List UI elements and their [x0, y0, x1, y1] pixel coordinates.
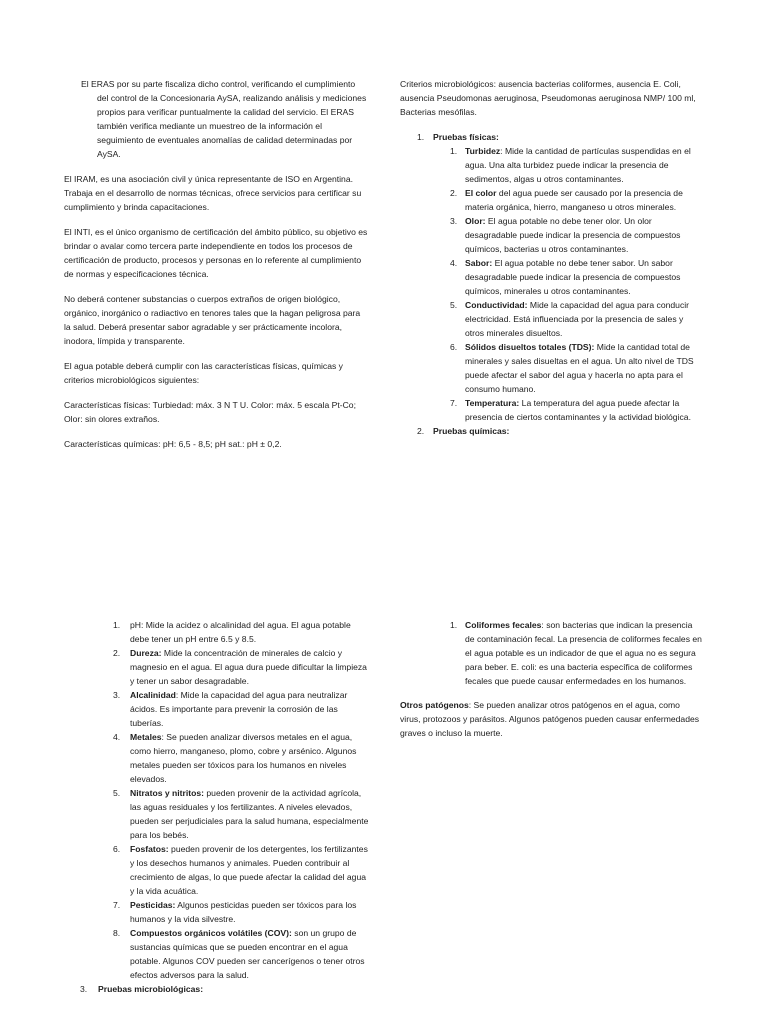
list-item: [80, 926, 370, 982]
item-term: Metales: [130, 732, 162, 742]
list-item: [400, 256, 702, 298]
paragraph-requirements: No deberá contener substancias o cuerpos extraños de origen biológico, orgánico, inorgánico o radiactivo en tenores tales que la hagan peligrosa para la salud. Deberá presentar sabor agradable y ser prácticamente incolora, inodora, límpida y transparente.: [64, 294, 361, 346]
list-item-fecal-coliforms: [400, 618, 702, 688]
paragraph-inti: El INTI, es el único organismo de certificación del ámbito público, su objetivo es brindar o avalar como tercera parte independiente en todos los procesos de certificación de producto, procesos y personas en lo referente al cumplimiento de normas y especificaciones técnica.: [64, 227, 368, 279]
section-title: Pruebas químicas:: [433, 426, 510, 436]
item-term: El color: [465, 188, 497, 198]
list-number: 6.: [450, 342, 458, 352]
paragraph-physical-characteristics: Características físicas: Turbiedad: máx. 3 N T U. Color: máx. 5 escala Pt-Co; Olor: sin olores extraños.: [64, 400, 356, 424]
item-term: Dureza:: [130, 648, 162, 658]
item-term: Compuestos orgánicos volátiles (COV):: [130, 928, 292, 938]
item-text: : Se pueden analizar otros patógenos en el agua, como virus, protozoos y parásitos. Algunos patógenos pueden causar enfermedades graves o incluso la muerte.: [400, 700, 700, 738]
list-number: 5.: [113, 788, 121, 798]
section-title: Pruebas microbiológicas:: [98, 984, 204, 994]
section-physical-tests: [400, 130, 702, 144]
item-term: Nitratos y nitritos:: [130, 788, 205, 798]
item-term: Conductividad:: [465, 300, 528, 310]
item-text: El agua potable no debe tener olor. Un olor desagradable puede indicar la presencia de compuestos químicos, bacterias u otros contaminantes.: [465, 216, 681, 254]
list-number: 5.: [450, 300, 458, 310]
section-title: Pruebas físicas:: [433, 132, 499, 142]
list-number: 4.: [113, 732, 121, 742]
list-number: 7.: [113, 900, 121, 910]
item-term: Sabor:: [465, 258, 493, 268]
list-number: 2.: [450, 188, 458, 198]
paragraph-microbiological-criteria: Criterios microbiológicos: ausencia bacterias coliformes, ausencia E. Coli, ausencia Pseudomonas aeruginosa, Pseudomonas aeruginosa NMP/ 100 ml, Bacterias mesófilas.: [400, 79, 696, 117]
paragraph-iram: El IRAM, es una asociación civil y única representante de ISO en Argentina. Trabaja en el desarrollo de normas técnicas, ofrece servicios para certificar su cumplimiento y brinda capacitaciones.: [64, 174, 362, 212]
item-term: Coliformes fecales: [465, 620, 542, 630]
item-text: El agua potable no debe tener sabor. Un sabor desagradable puede indicar la presencia de compuestos químicos, minerales u otros contaminantes.: [465, 258, 681, 296]
bottom-right-column: [400, 618, 702, 740]
list-item: [80, 618, 370, 646]
item-text: : Mide la capacidad del agua para neutralizar ácidos. Es importante para prevenir la corrosión de las tuberías.: [130, 690, 348, 728]
list-number: 7.: [450, 398, 458, 408]
list-item: [400, 214, 702, 256]
list-item: [80, 688, 370, 730]
list-item: [400, 396, 702, 424]
item-text: son un grupo de sustancias químicas que se pueden encontrar en el agua potable. Algunos COV pueden ser cancerígenos o tener otros efectos adversos para la salud.: [130, 928, 365, 980]
paragraph-chemical-characteristics: Características químicas: pH: 6,5 - 8,5; pH sat.: pH ± 0,2.: [64, 439, 282, 449]
item-term: Otros patógenos: [400, 700, 469, 710]
item-text: : Mide la cantidad de partículas suspendidas en el agua. Una alta turbidez puede indicar la presencia de sedimentos, algas u otros contaminantes.: [465, 146, 691, 184]
list-number: 2.: [417, 426, 425, 436]
item-term: Fosfatos:: [130, 844, 169, 854]
item-term: Turbidez: [465, 146, 501, 156]
item-text: Mide la concentración de minerales de calcio y magnesio en el agua. El agua dura puede dificultar la limpieza y tener un sabor desagradable.: [130, 648, 367, 686]
item-text: Algunos pesticidas pueden ser tóxicos para los humanos y la vida silvestre.: [130, 900, 357, 924]
list-item: [400, 186, 702, 214]
top-left-column: [64, 77, 369, 462]
item-term: Alcalinidad: [130, 690, 176, 700]
item-text: pH: Mide la acidez o alcalinidad del agua. El agua potable debe tener un pH entre 6.5 y 8.5.: [130, 620, 351, 644]
list-item: [80, 786, 370, 842]
list-number: 4.: [450, 258, 458, 268]
list-number: 3.: [450, 216, 458, 226]
list-item: [80, 898, 370, 926]
list-item: [80, 646, 370, 688]
top-right-column: [400, 77, 702, 438]
paragraph-eras: El ERAS por su parte fiscaliza dicho control, verificando el cumplimiento del control de la Concesionaria AySA, realizando análisis y mediciones propios para verificar puntualmente la calidad del servicio. El ERAS también verifica mediante un muestreo de la información el seguimiento de eventuales anomalías de calidad determinadas por AySA.: [81, 79, 367, 159]
list-number: 1.: [417, 132, 425, 142]
item-text: : son bacterias que indican la presencia de contaminación fecal. La presencia de coliformes fecales en el agua potable es un indicador de que el agua no es segura para beber. E. coli: es una bacteria específica de coliformes fecales que puede causar enfermedades en los humanos.: [465, 620, 702, 686]
item-text: : Se pueden analizar diversos metales en el agua, como hierro, manganeso, plomo, cobre y arsénico. Algunos metales pueden ser tóxicos para los humanos en niveles elevados.: [130, 732, 357, 784]
list-number: 6.: [113, 844, 121, 854]
item-term: Olor:: [465, 216, 486, 226]
item-term: Temperatura:: [465, 398, 520, 408]
item-term: Sólidos disueltos totales (TDS):: [465, 342, 595, 352]
item-text: La temperatura del agua puede afectar la presencia de ciertos contaminantes y la actividad biológica.: [465, 398, 691, 422]
list-number: 2.: [113, 648, 121, 658]
bottom-left-column: [80, 618, 370, 996]
list-number: 1.: [450, 146, 458, 156]
list-number: 1.: [113, 620, 121, 630]
paragraph-other-pathogens: [400, 698, 702, 740]
section-microbiological-tests: [80, 982, 370, 996]
item-text: pueden provenir de los detergentes, los fertilizantes y los desechos humanos y animales. Pueden contribuir al crecimiento de algas, lo que puede afectar la calidad del agua y la vida acuática.: [130, 844, 368, 896]
list-number: 8.: [113, 928, 121, 938]
item-text: pueden provenir de la actividad agrícola, las aguas residuales y los fertilizantes. A niveles elevados, pueden ser perjudiciales para la salud humana, especialmente para los bebés.: [130, 788, 369, 840]
list-item: [400, 340, 702, 396]
section-chemical-tests: [400, 424, 702, 438]
list-number: 1.: [450, 620, 458, 630]
list-item: [80, 842, 370, 898]
paragraph-characteristics-intro: El agua potable deberá cumplir con las características físicas, químicas y criterios microbiológicos siguientes:: [64, 361, 343, 385]
item-text: Mide la cantidad total de minerales y sales disueltas en el agua. Un alto nivel de TDS puede afectar el sabor del agua y hacerla no apta para el consumo humano.: [465, 342, 694, 394]
item-text: Mide la capacidad del agua para conducir electricidad. Está influenciada por la presencia de sales y otros minerales disueltos.: [465, 300, 690, 338]
item-term: Pesticidas:: [130, 900, 176, 910]
list-number: 3.: [80, 984, 88, 994]
item-text: del agua puede ser causado por la presencia de materia orgánica, hierro, manganeso u otros minerales.: [465, 188, 683, 212]
list-number: 3.: [113, 690, 121, 700]
list-item: [400, 144, 702, 186]
list-item: [80, 730, 370, 786]
list-item: [400, 298, 702, 340]
